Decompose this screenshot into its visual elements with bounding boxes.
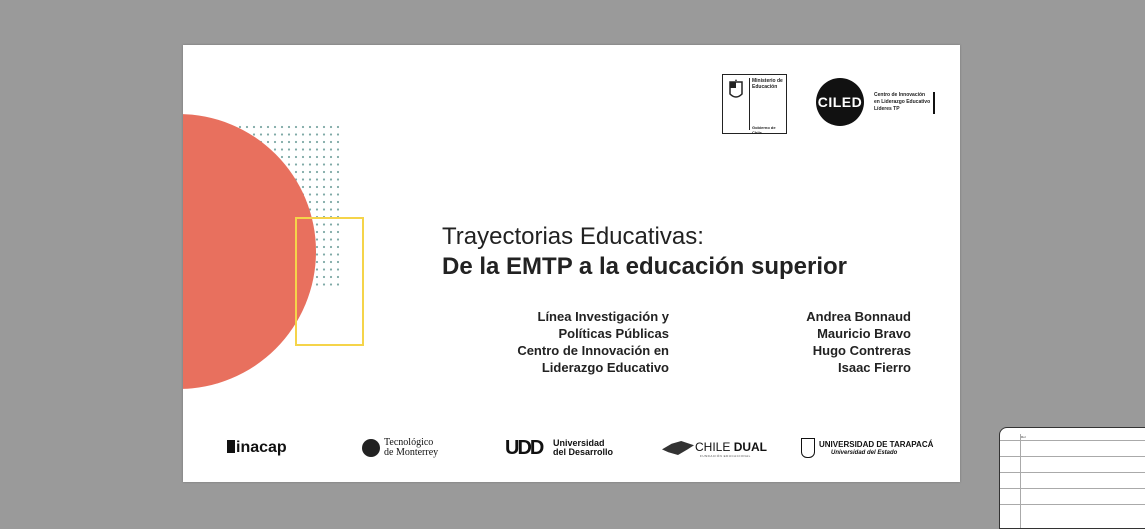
research-line-block (483, 308, 669, 376)
author-name: Hugo Contreras (812, 343, 911, 358)
udd-logo: UDD Universidad del Desarrollo (505, 437, 614, 459)
chile-crest-icon (726, 78, 746, 102)
ciled-name: Centro de Innovación en Liderazgo Educativo Líderes TP (874, 92, 931, 112)
decorative-frame (295, 217, 364, 346)
gobierno-label: Gobierno de Chile (752, 125, 776, 135)
authors-block (753, 308, 911, 376)
chile-dual-icon (662, 441, 694, 455)
ciled-logo (816, 78, 946, 128)
research-line: Centro de Innovación en (517, 343, 669, 358)
udd-mark: UDD (505, 437, 543, 459)
slide-canvas (183, 45, 960, 482)
tec-monterrey-logo: Tecnológico de Monterrey (362, 438, 452, 458)
uta-shield-icon (801, 438, 815, 458)
inacap-logo: inacap (227, 439, 287, 457)
inacap-mark (227, 440, 235, 453)
research-line: Políticas Públicas (558, 326, 669, 341)
ministerio-educacion-logo (722, 74, 787, 134)
ciled-bar (933, 92, 935, 114)
thumb-header: Rol (1021, 435, 1026, 439)
slide-subtitle: De la EMTP a la educación superior (442, 253, 848, 280)
author-name: Isaac Fierro (838, 360, 911, 375)
ciled-mark: CILED (816, 78, 864, 126)
author-name: Andrea Bonnaud (806, 309, 911, 324)
logo-divider (749, 78, 750, 130)
research-line: Liderazgo Educativo (541, 360, 669, 375)
uta-logo: UNIVERSIDAD DE TARAPACÁ Universidad del Estado (801, 438, 921, 460)
tec-globe-icon (362, 439, 380, 457)
author-name: Mauricio Bravo (817, 326, 911, 341)
research-line: Línea Investigación y (537, 309, 669, 324)
document-thumbnail[interactable] (999, 427, 1145, 529)
ministerio-name: Ministerio de Educación (752, 78, 783, 90)
slide-title: Trayectorias Educativas: (442, 223, 704, 250)
chile-dual-logo: CHILE DUAL FUNDACIÓN EDUCACIONAL (662, 438, 762, 458)
